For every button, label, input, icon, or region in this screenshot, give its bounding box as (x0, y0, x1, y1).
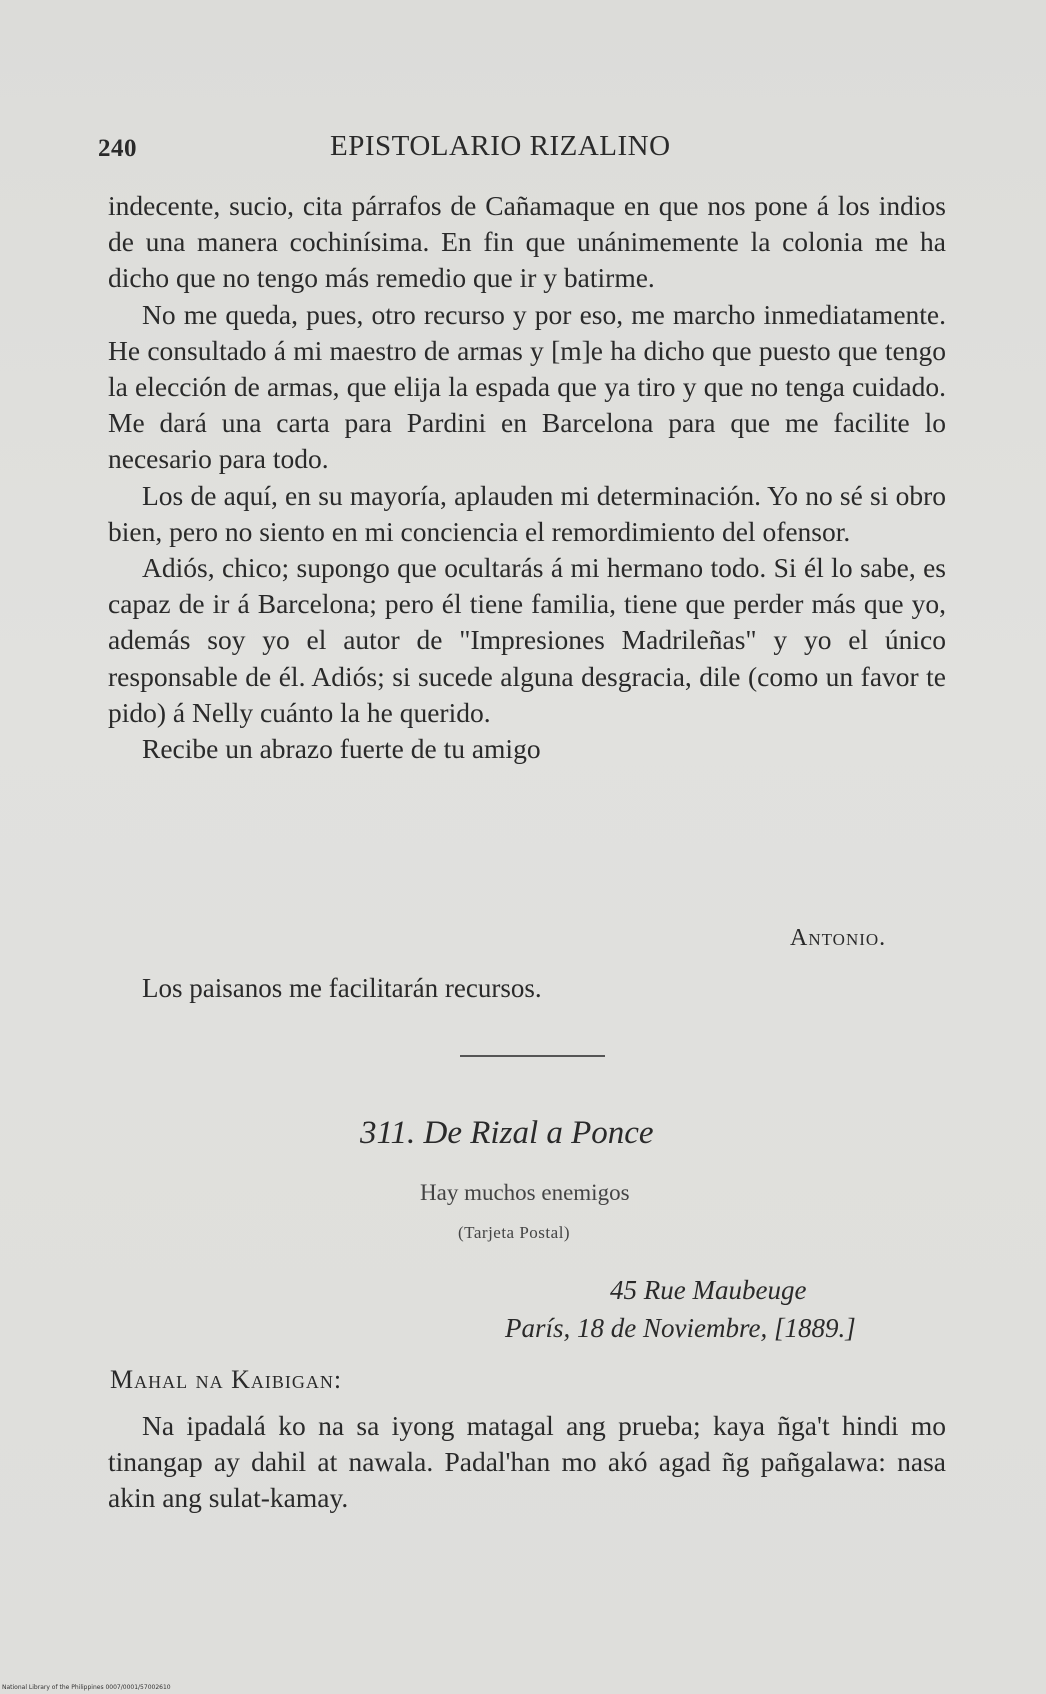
letter-dateline: París, 18 de Noviembre, [1889.] (505, 1313, 856, 1343)
paragraph: Los de aquí, en su mayoría, aplauden mi determinación. Yo no sé si obro bien, pero no siento en mi conciencia el remordimiento del ofensor. (108, 479, 946, 547)
paragraph: Recibe un abrazo fuerte de tu amigo (142, 733, 541, 765)
letter-address: 45 Rue Maubeuge (610, 1275, 807, 1305)
paragraph: Na ipadalá ko na sa iyong matagal ang prueba; kaya ñga't hindi mo tinangap ay dahil at nawala. Padal'han mo akó agad ñg pañgalawa: nasa akin ang sulat-kamay. (108, 1410, 946, 1513)
letter-note: (Tarjeta Postal) (458, 1223, 571, 1242)
signature: Antonio. (790, 925, 887, 951)
salutation: Mahal na Kaibigan: (110, 1365, 343, 1394)
letter-body (108, 188, 946, 767)
paragraph: indecente, sucio, cita párrafos de Cañamaque en que nos pone á los indios de una manera cochinísima. En fin que unánimemente la colonia me ha dicho que no tengo más remedio que ir y batirme. (108, 190, 946, 294)
paragraph: Adiós, chico; supongo que ocultarás á mi hermano todo. Si él lo sabe, es capaz de ir á Barcelona; pero él tiene familia, tiene que perder más que yo, además soy yo el autor de "Impresiones Madrileñas" y yo el único responsable de él. Adiós; si sucede alguna desgracia, dile (como un favor te pido) á Nelly cuánto la he querido. (108, 552, 946, 728)
running-title: EPISTOLARIO RIZALINO (330, 130, 671, 162)
footer-credit: National Library of the Philippines 0007/0001/57002610 (2, 1684, 171, 1691)
postscript: Los paisanos me facilitarán recursos. (142, 973, 542, 1003)
page-number: 240 (98, 135, 137, 162)
letter-title: 311. De Rizal a Ponce (360, 1115, 654, 1151)
paragraph: No me queda, pues, otro recurso y por eso, me marcho inmediatamente. He consultado á mi maestro de armas y [m]e ha dicho que puesto que tengo la elección de armas, que elija la espada que ya tiro y que no tenga cuidado. Me dará una carta para Pardini en Barcelona para que me facilite lo necesario para todo. (108, 298, 946, 475)
letter-subtitle: Hay muchos enemigos (420, 1180, 630, 1205)
letter-311-body (108, 1408, 946, 1516)
section-divider (460, 1055, 605, 1057)
